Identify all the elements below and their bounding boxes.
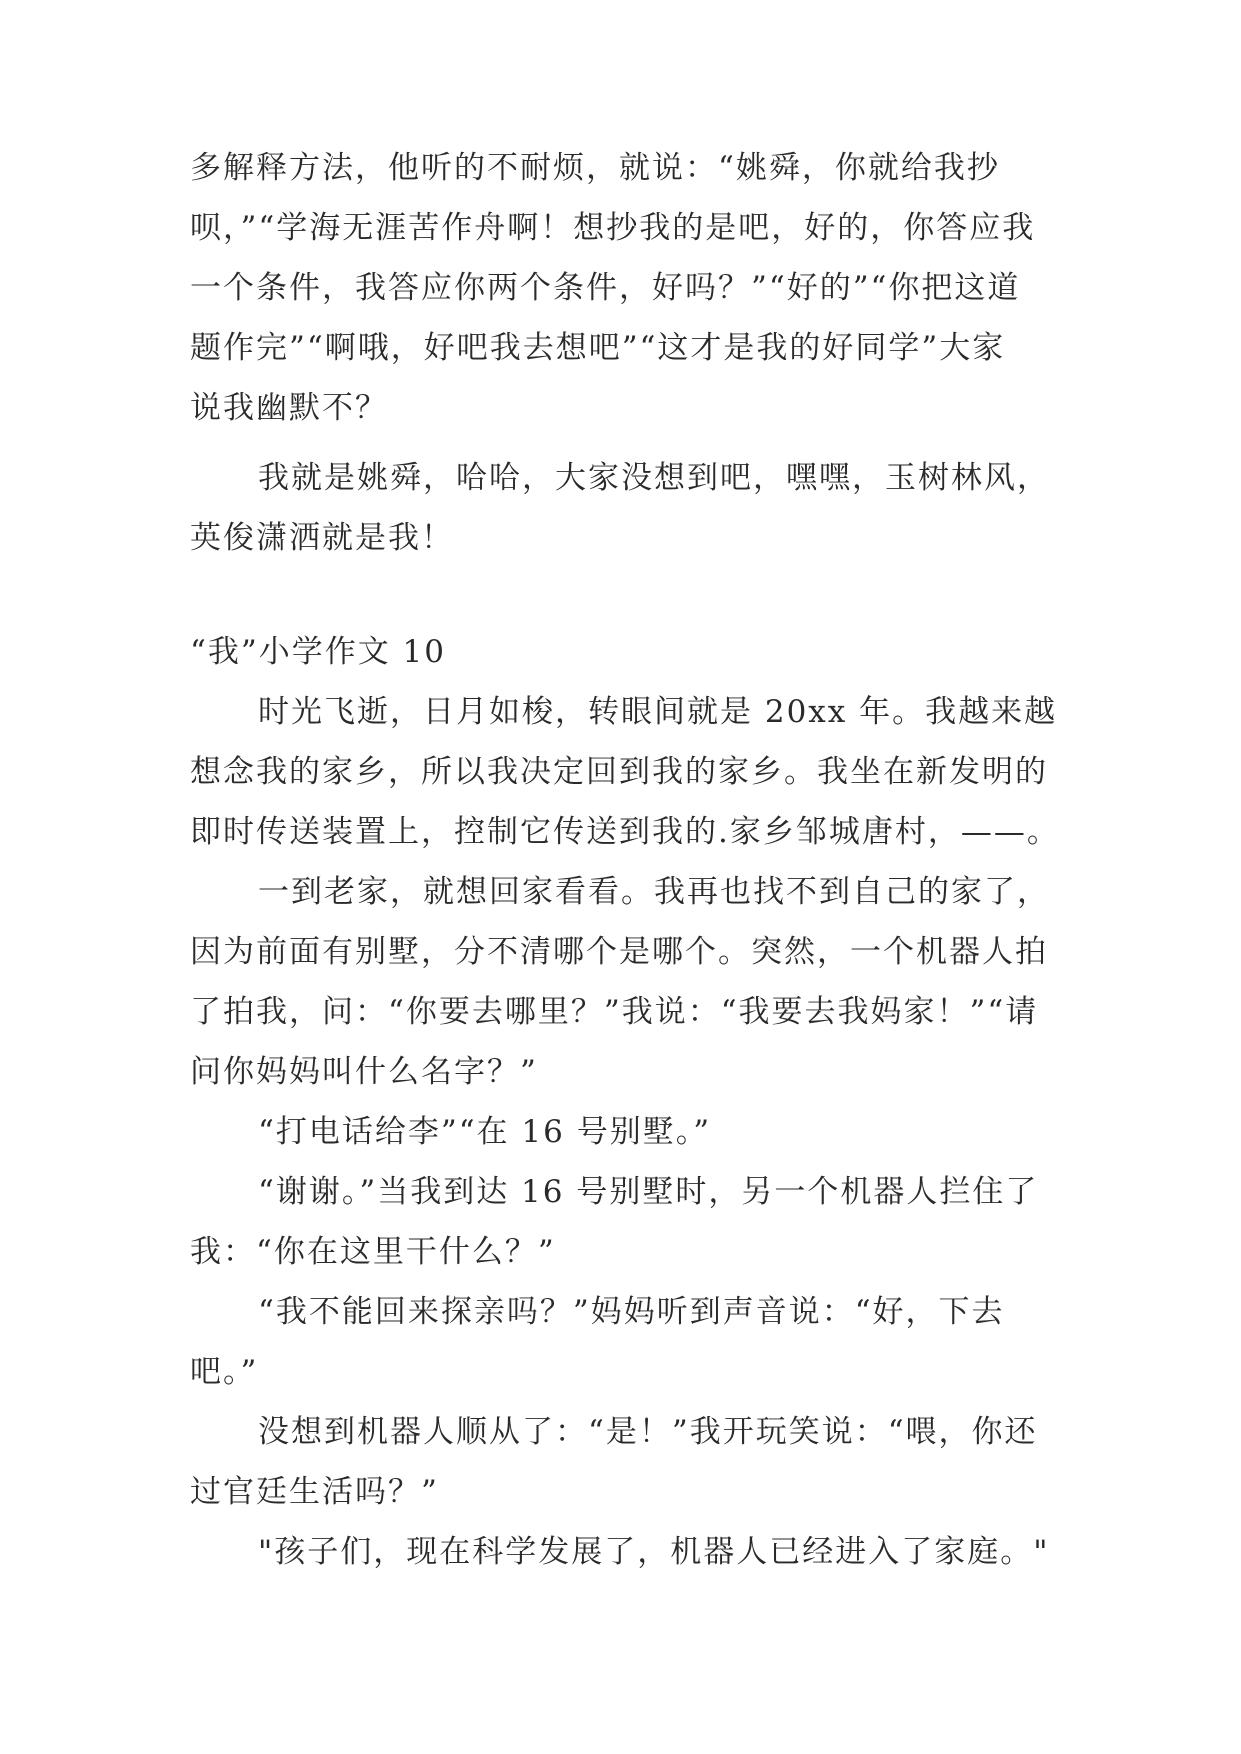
text-line: 了拍我，问：“你要去哪里？”我说：“我要去我妈家！”“请 xyxy=(190,994,1039,1030)
section-title: “我”小学作文 10 xyxy=(190,634,446,670)
text-line: 吧。” xyxy=(190,1354,259,1390)
text-line: 我就是姚舜，哈哈，大家没想到吧，嘿嘿，玉树林风， xyxy=(258,460,1050,496)
text-line: 一到老家，就想回家看看。我再也找不到自己的家了， xyxy=(258,874,1050,910)
text-line: 即时传送装置上，控制它传送到我的.家乡邹城唐村，——。 xyxy=(190,814,1060,850)
text-line: 呗，”“学海无涯苦作舟啊！想抄我的是吧，好的，你答应我 xyxy=(190,210,1036,246)
text-line: 时光飞逝，日月如梭，转眼间就是 20xx 年。我越来越 xyxy=(258,694,1058,730)
text-line: 因为前面有别墅，分不清哪个是哪个。突然，一个机器人拍 xyxy=(190,934,1048,970)
text-line: “谢谢。”当我到达 16 号别墅时，另一个机器人拦住了 xyxy=(258,1174,1039,1210)
text-line: “打电话给李”“在 16 号别墅。” xyxy=(258,1114,712,1150)
text-line: 说我幽默不？ xyxy=(190,390,388,426)
text-line: 想念我的家乡，所以我决定回到我的家乡。我坐在新发明的 xyxy=(190,754,1048,790)
text-line: "孩子们，现在科学发展了，机器人已经进入了家庭。" xyxy=(258,1534,1050,1570)
text-line: 多解释方法，他听的不耐烦，就说：“姚舜，你就给我抄 xyxy=(190,150,1000,186)
text-line: 过官廷生活吗？” xyxy=(190,1474,439,1510)
text-line: 英俊潇洒就是我！ xyxy=(190,520,454,556)
text-line: 一个条件，我答应你两个条件，好吗？”“好的”“你把这道 xyxy=(190,270,1021,306)
text-line: 问你妈妈叫什么名字？” xyxy=(190,1054,538,1090)
text-line: 没想到机器人顺从了：“是！”我开玩笑说：“喂，你还 xyxy=(258,1414,1038,1450)
text-line: 题作完”“啊哦，好吧我去想吧”“这才是我的好同学”大家 xyxy=(190,330,1006,366)
text-line: 我：“你在这里干什么？” xyxy=(190,1234,556,1270)
text-line: “我不能回来探亲吗？”妈妈听到声音说：“好，下去 xyxy=(258,1294,1005,1330)
